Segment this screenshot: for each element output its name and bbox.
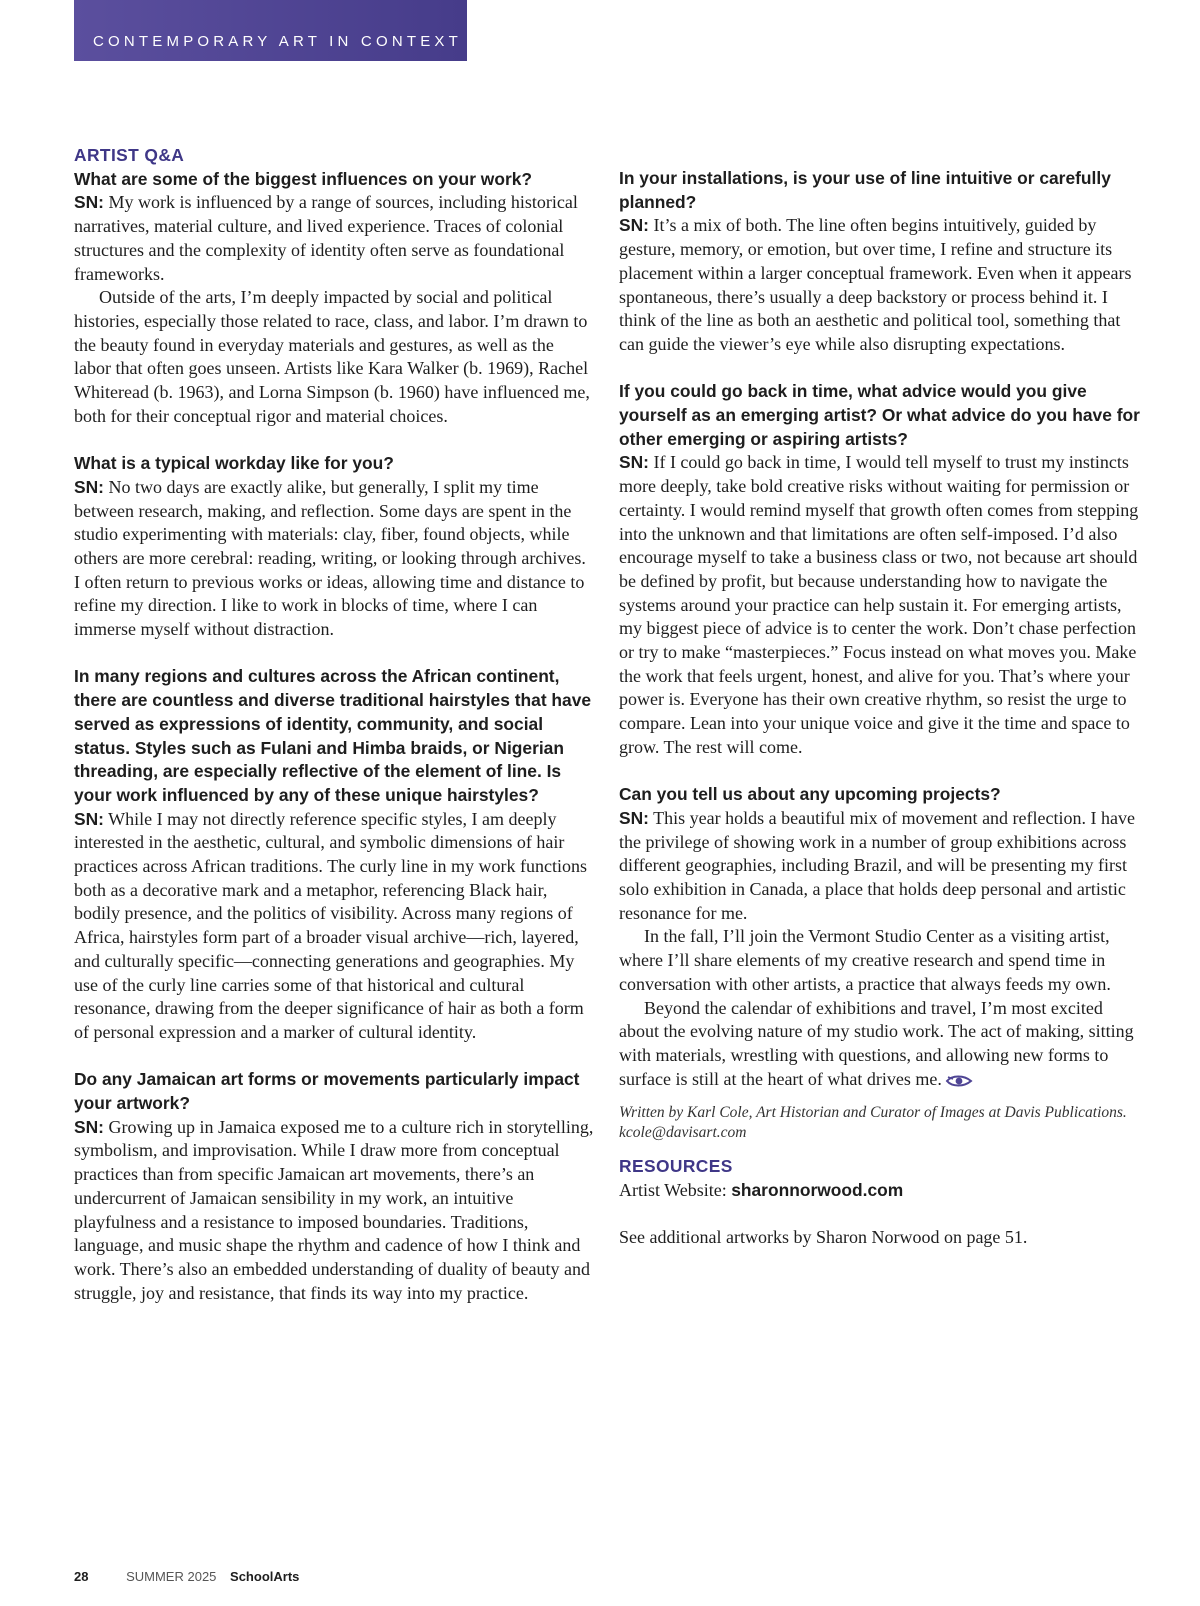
speaker-label: SN:	[619, 215, 649, 236]
section-title-resources: RESOURCES	[619, 1156, 733, 1177]
answer-text: While I may not directly reference specific styles, I am deeply interested in the aesthetic, cultural, and symbolic dimensions of hair practices across African traditions. The curly line in my work functions both as a decorative mark and a metaphor, referencing Black hair, bodily presence, and the politics of visibility. Across many regions of Africa, hairstyles form part of a broader visual archive—rich, layered, and culturally specific—connecting generations and geographies. My use of the curly line carries some of that historical and cultural resonance, drawing from the deeper significance of hair as both a form of personal expression and a marker of cultural identity.	[74, 808, 588, 1042]
answer-text: Growing up in Jamaica exposed me to a culture rich in storytelling, symbolism, and improvisation. While I draw more from conceptual practices than from specific Jamaican art movements, there’s an undercurrent of Jamaican sensibility in my work, an intuitive playfulness and a resistance to imposed boundaries. Traditions, language, and music shape the rhythm and cadence of how I think and work. There’s also an embedded understanding of duality of beauty and struggle, joy and resistance, that finds its way into my practice.	[74, 1116, 594, 1303]
question-workday: What is a typical workday like for you?	[74, 453, 394, 474]
speaker-label: SN:	[619, 807, 649, 828]
answer-text: No two days are exactly alike, but generally, I split my time between research, making, and reflection. Some days are spent in the studio experimenting with materials: clay, fiber, found objects, while others are more cerebral: reading, writing, or looking through archives. I often return to previous works or ideas, allowing time and distance to refine my direction. I like to work in blocks of time, where I can immerse myself without distraction.	[74, 476, 586, 640]
answer-text: This year holds a beautiful mix of movement and reflection. I have the privilege of showing work in a number of group exhibitions across different geographies, including Brazil, and will be presenting my first solo exhibition in Canada, a place that holds deep personal and artistic resonance for me.	[619, 807, 1135, 923]
artist-website-line	[619, 1179, 1144, 1203]
answer-advice	[619, 451, 1144, 759]
see-more-note: See additional artworks by Sharon Norwood on page 51.	[619, 1227, 1028, 1248]
answer-text: Beyond the calendar of exhibitions and travel, I’m most excited about the evolving nature of my studio work. The act of making, sitting with materials, wrestling with questions, and allowing new forms to surface is still at the heart of what drives me.	[619, 997, 1134, 1089]
header-label: CONTEMPORARY ART IN CONTEXT	[93, 33, 463, 50]
answer-text: If I could go back in time, I would tell myself to trust my instincts more deeply, take bold creative risks without waiting for permission or certainty. I would remind myself that growth often comes from stepping into the unknown and that limitations are often self-imposed. I’d also encourage myself to take a business class or two, not because art should be defined by profit, but because understanding how to navigate the systems around your practice can help sustain it. For emerging artists, my biggest piece of advice is to center the work. Don’t chase perfection or try to make “masterpieces.” Focus instead on what moves you. Make the work that feels urgent, honest, and alive for you. That’s where your power is. Everyone has their own creative rhythm, so resist the urge to compare. Lean into your unique voice and give it the time and space to grow. The rest will come.	[619, 452, 1139, 757]
question-influences: What are some of the biggest influences on your work?	[74, 168, 533, 189]
answer-upcoming-p2: In the fall, I’ll join the Vermont Studio Center as a visiting artist, where I’ll share elements of my creative research and spend time in conversation with other artists, a practice that always feeds my own.	[619, 926, 1111, 994]
answer-influences-p2: Outside of the arts, I’m deeply impacted by social and political histories, especially those related to race, class, and labor. I’m drawn to the beauty found in everyday materials and gestures, as well as the labor that often goes unseen. Artists like Kara Walker (b. 1969), Rachel Whiteread (b. 1963), and Lorna Simpson (b. 1960) have influenced me, both for their conceptual rigor and material choices.	[74, 287, 590, 426]
question-jamaican-art: Do any Jamaican art forms or movements particularly impact your artwork?	[74, 1069, 580, 1114]
magazine-name: SchoolArts	[230, 1569, 300, 1584]
speaker-label: SN:	[74, 192, 104, 213]
page-number: 28	[74, 1569, 89, 1584]
answer-upcoming-p1	[619, 807, 1144, 926]
question-line-intuitive: In your installations, is your use of line intuitive or carefully planned?	[619, 168, 1111, 212]
answer-workday	[74, 476, 594, 642]
speaker-label: SN:	[619, 452, 649, 473]
answer-influences-p1	[74, 191, 594, 286]
speaker-label: SN:	[74, 476, 104, 497]
page-footer	[74, 1569, 299, 1584]
answer-text: It’s a mix of both. The line often begins intuitively, guided by gesture, memory, or emotion, but over time, I refine and structure its placement within a larger conceptual framework. Even when it appears spontaneous, there’s usually a deep backstory or process behind it. I think of the line as both an aesthetic and political tool, something that can guide the viewer’s eye while also disrupting expectations.	[619, 215, 1132, 354]
author-credit: Written by Karl Cole, Art Historian and Curator of Images at Davis Publications. kcole@davisart.com	[619, 1104, 1127, 1142]
issue-label: SUMMER 2025	[126, 1569, 217, 1584]
left-column	[74, 144, 594, 1305]
end-mark-eye-icon	[945, 1074, 973, 1088]
answer-line-intuitive	[619, 214, 1144, 356]
website-label: Artist Website:	[619, 1180, 727, 1201]
right-column	[619, 167, 1144, 1250]
answer-hairstyles	[74, 808, 594, 1045]
answer-jamaican-art	[74, 1116, 594, 1306]
question-upcoming-projects: Can you tell us about any upcoming projects?	[619, 784, 1001, 805]
question-advice: If you could go back in time, what advice would you give yourself as an emerging artist? Or what advice do you have for other emerging or aspiring artists?	[619, 381, 1140, 449]
header-bar	[74, 0, 467, 61]
speaker-label: SN:	[74, 808, 104, 829]
answer-upcoming-p3	[619, 997, 1144, 1092]
section-title-artist-qa: ARTIST Q&A	[74, 145, 185, 165]
answer-text: My work is influenced by a range of sources, including historical narratives, material culture, and lived experience. Traces of colonial structures and the complexity of identity often serve as foundational frameworks.	[74, 192, 578, 284]
question-hairstyles: In many regions and cultures across the African continent, there are countless and diverse traditional hairstyles that have served as expressions of identity, community, and social status. Styles such as Fulani and Himba braids, or Nigerian threading, are especially reflective of the element of line. Is your work influenced by any of these unique hairstyles?	[74, 666, 592, 805]
artist-website-link[interactable]: sharonnorwood.com	[731, 1180, 904, 1201]
speaker-label: SN:	[74, 1116, 104, 1137]
